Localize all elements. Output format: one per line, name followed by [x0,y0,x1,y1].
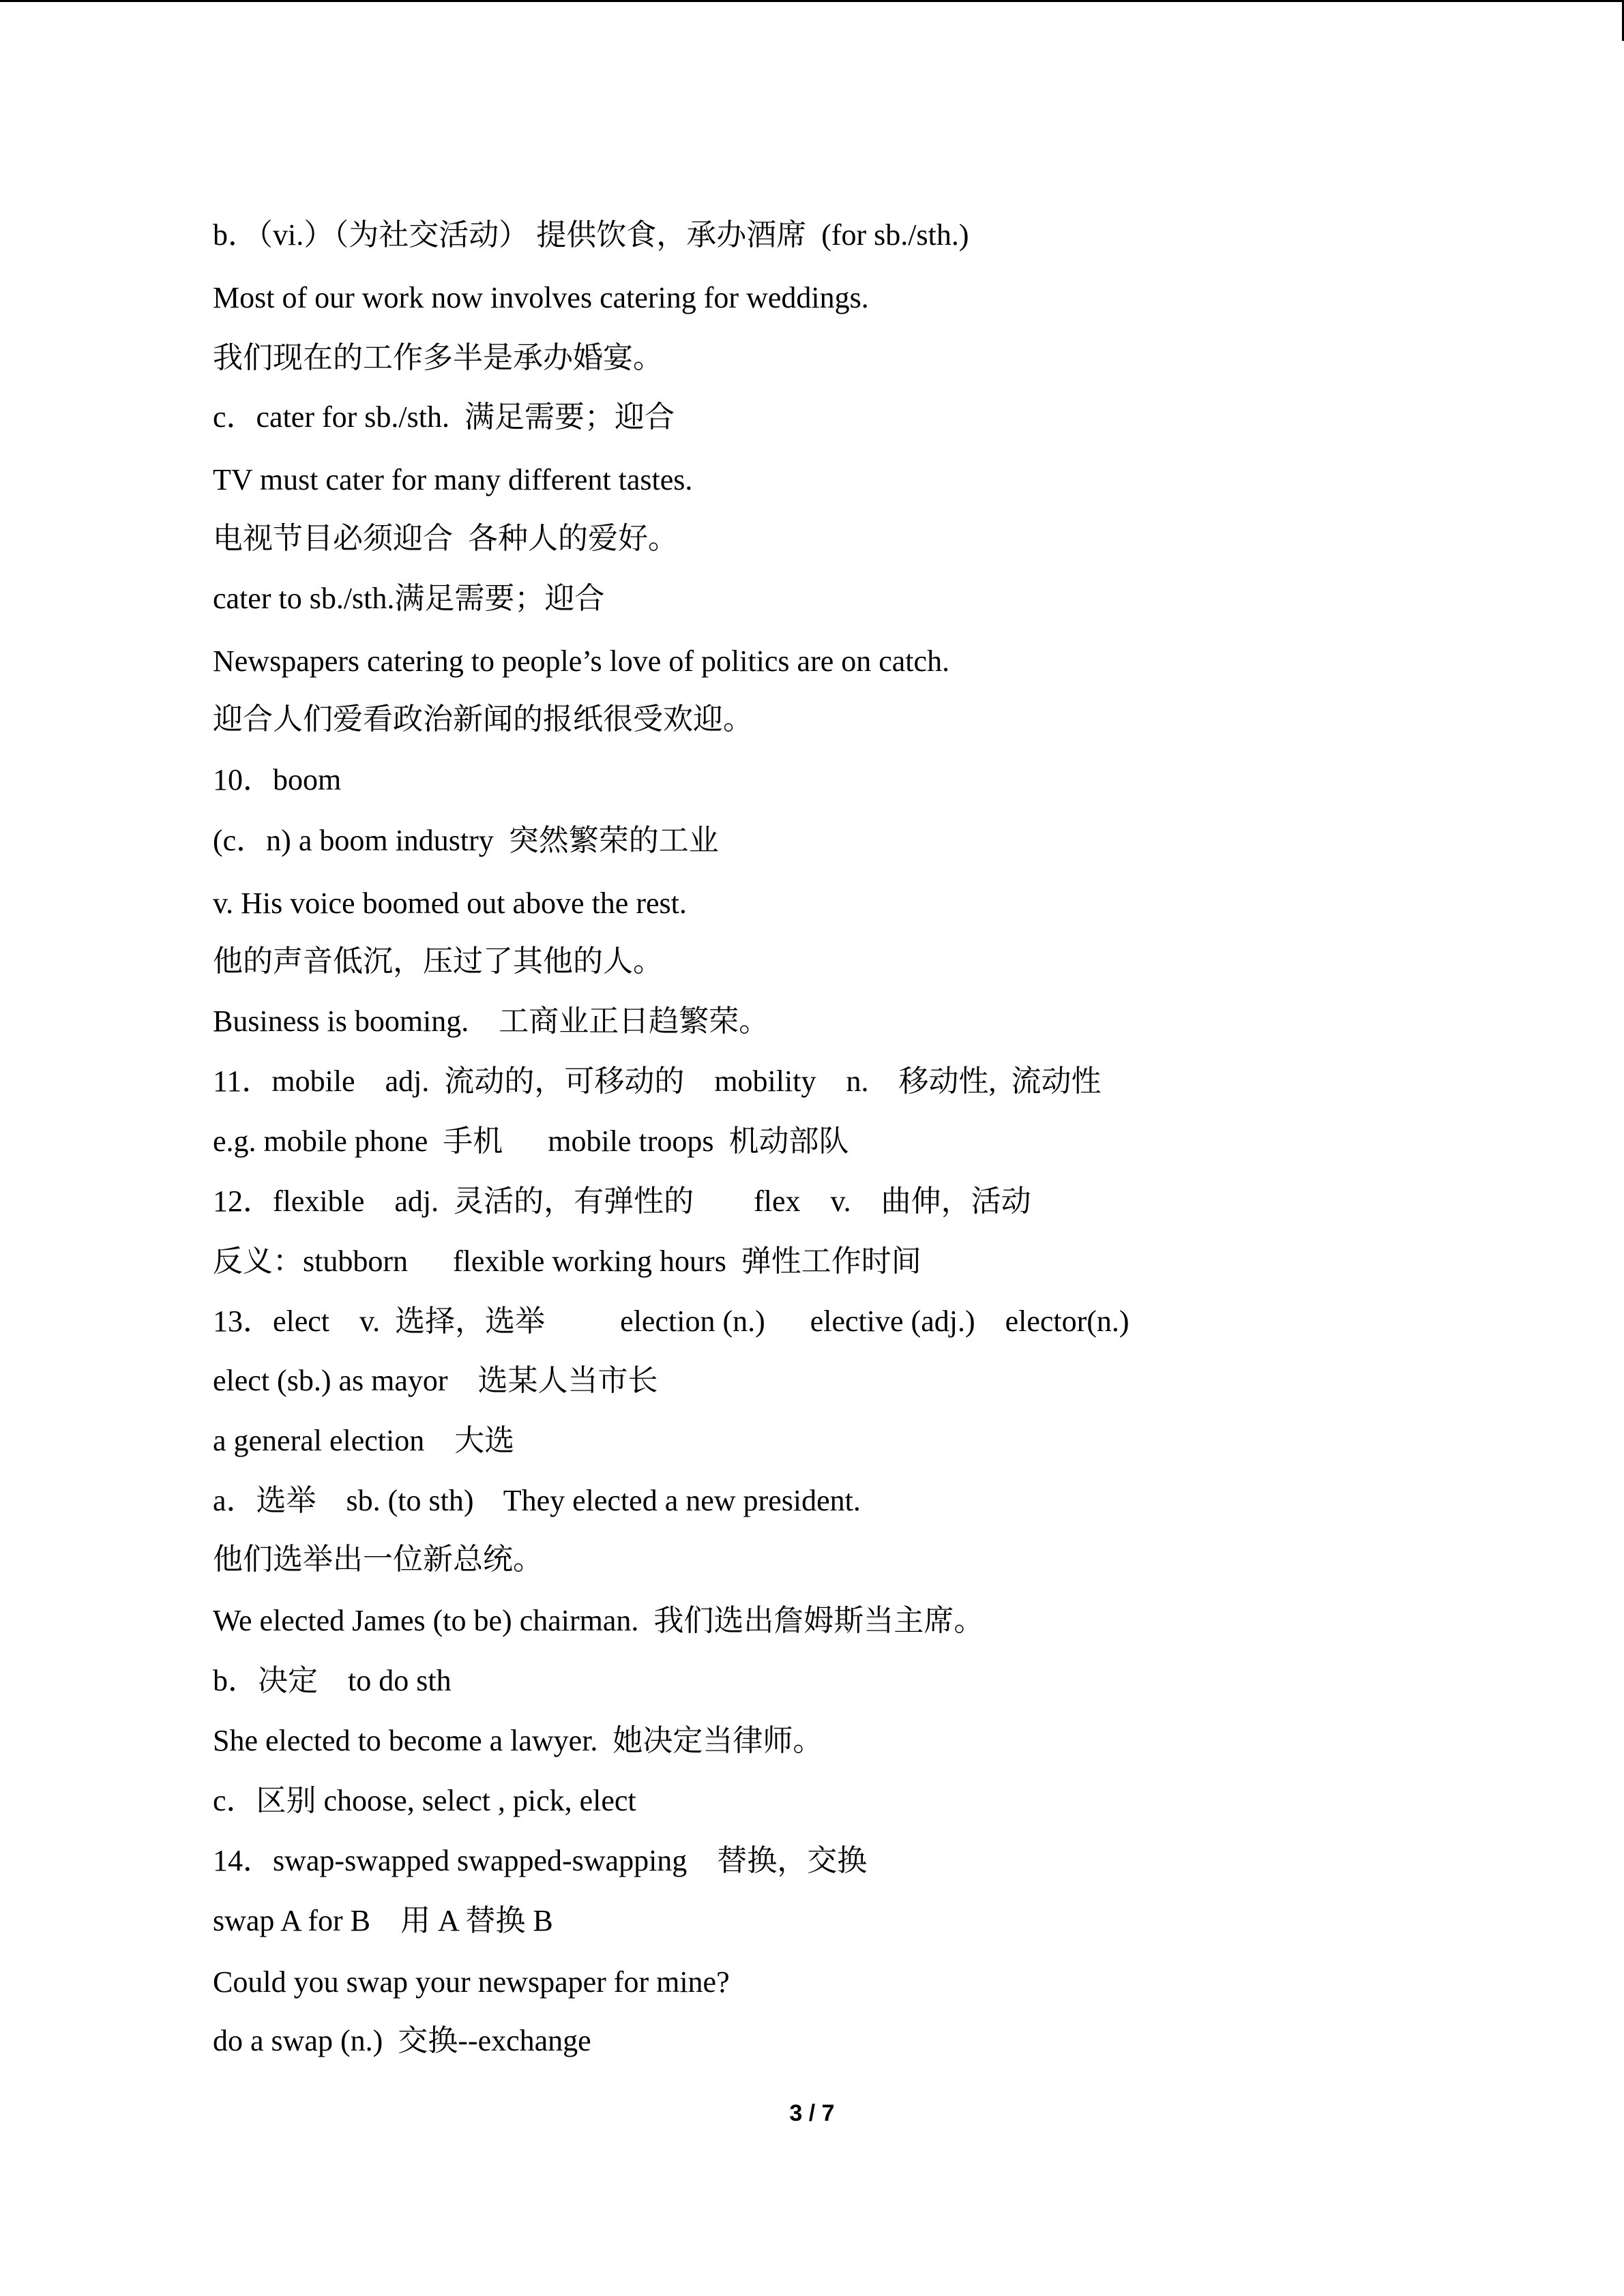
text-line: (c．n) a boom industry 突然繁荣的工业 [213,824,719,857]
text-line: c．cater for sb./sth. 满足需要；迎合 [213,400,675,434]
text-line: 他们选举出一位新总统。 [213,1542,543,1576]
text-line: Most of our work now involves catering for weddings. [213,281,869,314]
text-line: Business is booming. 工商业正日趋繁荣。 [213,1004,769,1038]
text-line: 13．elect v. 选择，选举 election (n.) elective (adj.) elector(n.) [213,1304,1130,1338]
text-line: a．选举 sb. (to sth) They elected a new president. [213,1484,861,1517]
text-line: swap A for B 用 A 替换 B [213,1904,553,1937]
text-line: 12．flexible adj. 灵活的，有弹性的 flex v. 曲伸，活动 [213,1184,1031,1218]
text-line: 我们现在的工作多半是承办婚宴。 [213,341,663,374]
text-line: 反义：stubborn flexible working hours 弹性工作时间 [213,1244,921,1278]
text-line: c．区别 choose, select , pick, elect [213,1784,636,1817]
text-line: b．决定 to do sth [213,1664,452,1697]
text-line: cater to sb./sth.满足需要；迎合 [213,582,605,615]
text-line: Could you swap your newspaper for mine? [213,1965,730,1999]
text-line: TV must cater for many different tastes. [213,463,693,496]
text-line: elect (sb.) as mayor 选某人当市长 [213,1364,658,1397]
text-line: She elected to become a lawyer. 她决定当律师。 [213,1724,823,1757]
text-line: 他的声音低沉，压过了其他的人。 [213,944,663,978]
text-line: a general election 大选 [213,1424,515,1457]
text-line: 11．mobile adj. 流动的，可移动的 mobility n. 移动性, 流动性 [213,1064,1102,1098]
page-number: 3 / 7 [789,2100,835,2126]
text-line: 14．swap-swapped swapped-swapping 替换，交换 [213,1844,868,1877]
text-line: e.g. mobile phone 手机 mobile troops 机动部队 [213,1124,849,1158]
text-line: do a swap (n.) 交换--exchange [213,2024,591,2057]
text-line: We elected James (to be) chairman. 我们选出詹姆斯当主席。 [213,1604,984,1637]
text-line: b．（vi.）（为社交活动） 提供饮食，承办酒席 (for sb./sth.) [213,218,969,252]
page-content [213,205,1509,2061]
text-line: Newspapers catering to people’s love of politics are on catch. [213,644,950,678]
text-line: 电视节目必须迎合 各种人的爱好。 [213,522,678,555]
text-line: 迎合人们爱看政治新闻的报纸很受欢迎。 [213,702,753,736]
text-line: 10．boom [213,763,342,796]
top-border-line [0,0,1624,2]
text-line: v. His voice boomed out above the rest. [213,886,687,920]
